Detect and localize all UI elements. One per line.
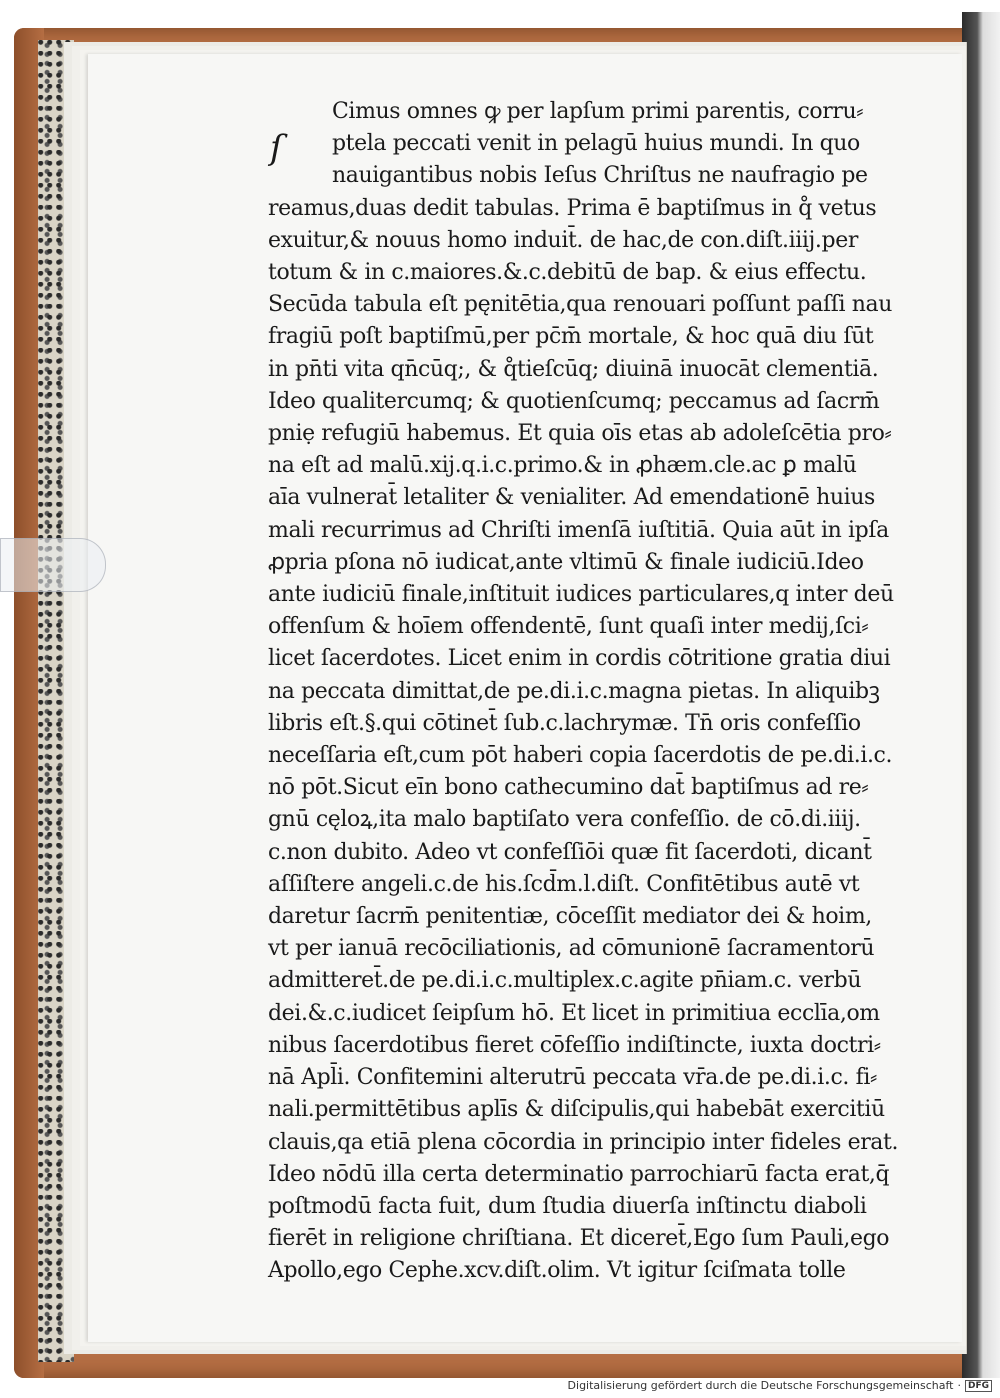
text-line: exuitur,& nouus homo induit̄. de hac,de con.diſt.iiij.per [268,227,858,253]
text-line: daretur ſacrm̄ penitentiæ, cōceſſit mediator dei & hoim, [268,904,872,930]
text-line: pniẹ refugiū habemus. Et quia oīs etas ab adoleſcētia pro⸗ [268,421,892,447]
text-line: ꝓpria pſona nō iudicat,ante vltimū & finale iudiciū.Ideo [268,549,864,575]
text-line: admitteret̄.de pe.di.i.c.multiplex.c.agite pn̄iam.c. verbū [268,968,862,994]
text-line: offenſum & hoīem offendentē, ſunt quaſi inter medij,ſci⸗ [268,614,869,640]
text-line: fragiū poſt baptiſmū,per pc̄m̄ mortale, & hoc quā diu ſūt [268,324,874,350]
text-line: nali.permittētibus aplīs & diſcipulis,qui habebāt exercitiū [268,1097,885,1123]
text-line: nā Apl̄i. Confitemini alterutrū peccata vr̄a.de pe.di.i.c. fi⸗ [268,1065,877,1091]
footer-credit: Digitalisierung gefördert durch die Deutsche Forschungsgemeinschaft [567,1379,954,1392]
text-line: aīa vulnerat̄ letaliter & venialiter. Ad emendationē huius [268,485,875,511]
text-line: Ideo qualitercumq; & quotienſcumq; peccamus ad ſacrm̄ [268,388,880,414]
page-clip [0,538,106,592]
facing-page-gutter [962,12,1000,1378]
text-line: mali recurrimus ad Chriſti imenſā iuſtitiā. Quia aūt in ipſa [268,517,889,543]
text-line: ptela peccati venit in pelagū huius mundi. In quo [332,131,860,157]
text-line: dei.&.c.iudicet ſeipſum hō. Et licet in primitiua ecclīa,om [268,1000,880,1026]
text-line: poſtmodū facta fuit, dum ſtudia diuerſa inſtinctu diaboli [268,1193,867,1219]
text-line: in pn̄ti vita qn̄cūq;, & q̊tieſcūq; diuinā inuocāt clementiā. [268,356,879,382]
text-line: Ideo nōdū illa certa determinatio parrochiarū facta erat,q̄ [268,1161,890,1187]
text-line: neceſſaria eſt,cum pōt haberi copia ſacerdotis de pe.di.i.c. [268,743,893,769]
text-line: libris eſt.§.qui cōtinet̄ ſub.c.lachrymæ. Tn̄ oris confeſſio [268,710,861,736]
text-line: aſſiſtere angeli.c.de his.ſcd̄m.l.diſt. Confitētibus autē vt [268,871,860,897]
drop-letter: ſ [270,128,283,168]
digitization-footer [568,1379,992,1392]
page-text [268,96,918,1288]
text-line: reamus,duas dedit tabulas. Prima ē baptiſmus in q̊ vetus [268,195,877,221]
footer-separator: · [957,1379,961,1392]
text-line: c.non dubito. Adeo vt confeſſiōi quæ fit ſacerdoti, dicant̄ [268,839,872,865]
text-line: clauis,qa etiā plena cōcordia in principio inter fideles erat. [268,1129,899,1155]
text-line: na peccata dimittat,de pe.di.i.c.magna pietas. In aliquibꝫ [268,678,880,704]
text-line: Secūda tabula eſt pęnitētia,qua renouari poſſunt paſſi nau [268,292,892,318]
text-line: nibus ſacerdotibus fieret cōfeſſio indiſtincte, iuxta doctri⸗ [268,1032,881,1058]
text-line: ante iudiciū finale,inſtituit iudices particulares,q inter deū [268,582,894,608]
text-line: totum & in c.maiores.&.c.debitū de bap. & eius effectu. [268,260,867,286]
text-line: licet ſacerdotes. Licet enim in cordis cōtritione gratia diui [268,646,891,672]
text-line: gnū cęloꝝ,ita malo baptiſato vera confeſſio. de cō.di.iiij. [268,807,861,833]
text-line: nō pōt.Sicut eīn bono cathecumino dat̄ baptiſmus ad re⸗ [268,775,869,801]
text-line: fierēt in religione chriſtiana. Et diceret̄,Ego ſum Pauli,ego [268,1226,890,1252]
text-line: Cimus omnes ꝙ per lapſum primi parentis, corru⸗ [332,99,864,124]
text-line: Apollo,ego Cephe.xcv.diſt.olim. Vt igitur ſciſmata tolle [268,1258,846,1284]
dfg-logo-icon: DFG [965,1380,992,1392]
text-line: vt per ianuā recōciliationis, ad cōmunionē ſacramentorū [268,936,875,962]
text-line: na eſt ad malū.xij.q.i.c.primo.& in ꝓhæm.cle.ac ꝑ malū [268,453,857,479]
text-line: nauigantibus nobis Ieſus Chriſtus ne naufragio pe [332,163,868,189]
